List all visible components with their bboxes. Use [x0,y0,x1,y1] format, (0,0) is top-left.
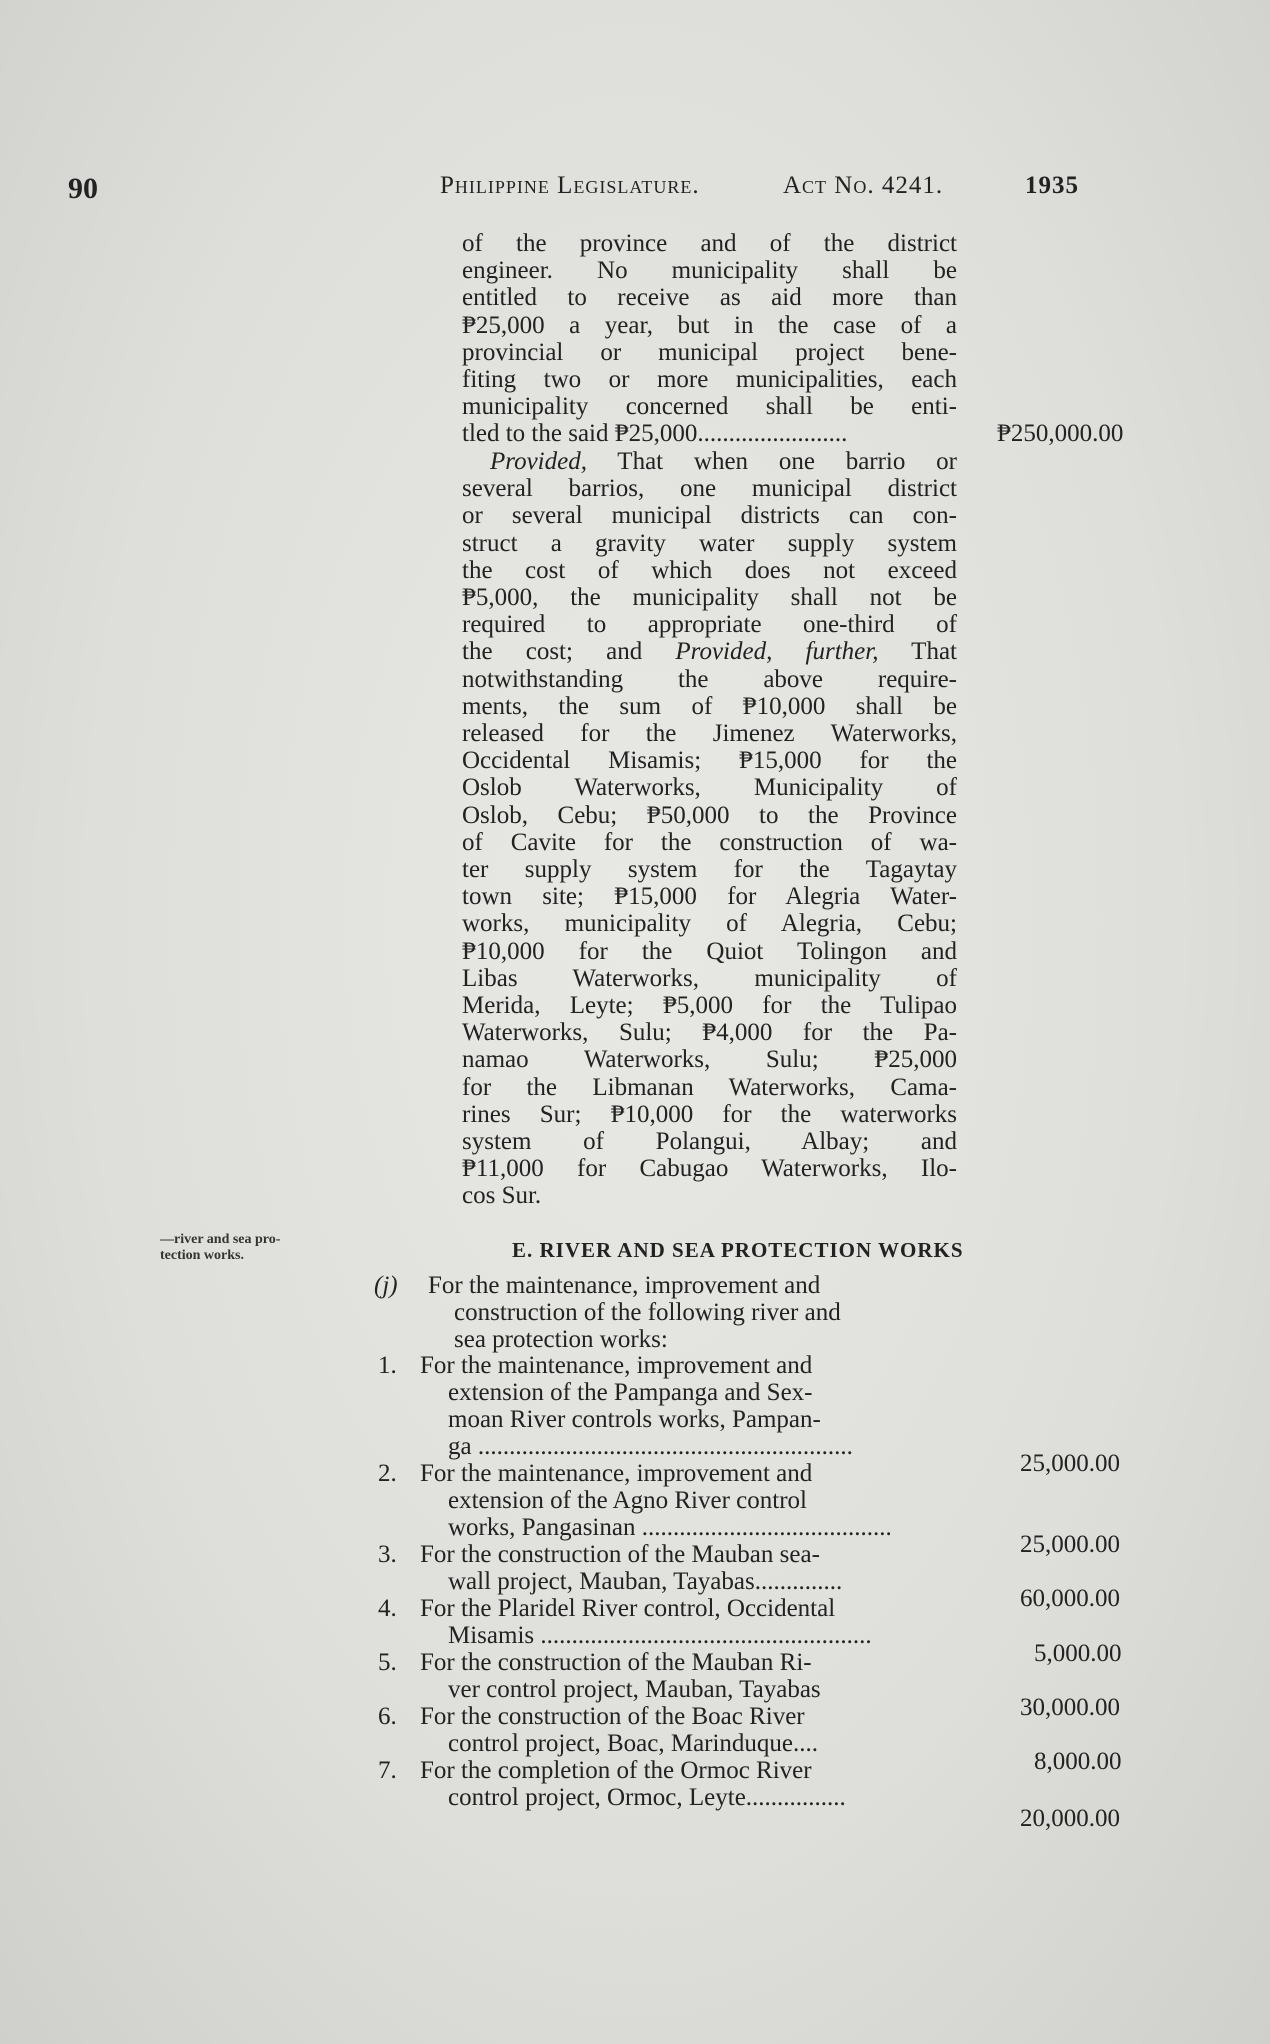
paragraph-line: municipality concerned shall be enti- [462,393,957,421]
proviso-paragraph [462,448,957,1210]
list-item [378,1649,958,1703]
intro-line: construction of the following river and [454,1299,841,1326]
item-number: 5. [378,1649,397,1676]
running-title: Philippine Legislature. [440,172,700,199]
item-line: For the construction of the Boac River [420,1703,805,1730]
proviso-line: or several municipal districts can con- [462,502,957,530]
proviso-line: system of Polangui, Albay; and [462,1128,957,1156]
margin-note-line: —river and sea pro- [160,1232,281,1247]
proviso-line: Libas Waterworks, municipality of [462,964,957,992]
item-line: extension of the Agno River control [448,1487,807,1514]
proviso-line: of Cavite for the construction of wa- [462,828,957,856]
item-line: Misamis ..................................................... [448,1622,872,1649]
proviso-line: Waterworks, Sulu; ₱4,000 for the Pa- [462,1019,957,1047]
item-line: For the construction of the Mauban Ri- [420,1649,812,1676]
paragraph-line: tled to the said ₱25,000........................ [462,420,848,448]
item-amount: 30,000.00 [1020,1694,1120,1721]
section-intro [428,1272,948,1353]
paragraph-line: entitled to receive as aid more than [462,284,957,312]
list-item [378,1541,958,1595]
top-paragraph [462,230,957,448]
paragraph-line: engineer. No municipality shall be [462,257,957,285]
item-amount: 8,000.00 [1034,1748,1122,1775]
proviso-line: namao Waterworks, Sulu; ₱25,000 [462,1046,957,1074]
item-number: 1. [378,1352,397,1379]
paragraph-line: fiting two or more municipalities, each [462,366,957,394]
item-amount: 60,000.00 [1020,1585,1120,1612]
item-line: ga ............................................................ [448,1433,853,1460]
list-item [378,1757,958,1811]
proviso-line: required to appropriate one-third of [462,611,957,639]
item-line: wall project, Mauban, Tayabas.............. [448,1568,843,1595]
item-line: For the maintenance, improvement and [420,1460,813,1487]
item-label-j: (j) [374,1272,398,1299]
item-amount: 20,000.00 [1020,1805,1120,1832]
item-number: 7. [378,1757,397,1784]
proviso-line: released for the Jimenez Waterworks, [462,720,957,748]
margin-note-line: tection works. [160,1248,244,1263]
amount-total: ₱250,000.00 [997,420,1124,447]
item-line: ver control project, Mauban, Tayabas [448,1676,821,1703]
item-number: 6. [378,1703,397,1730]
proviso-line: the cost; and Provided, further, That [462,638,957,666]
page-number: 90 [68,172,98,205]
proviso-line: Merida, Leyte; ₱5,000 for the Tulipao [462,992,957,1020]
proviso-line: cos Sur. [462,1182,542,1210]
item-line: moan River controls works, Pampan- [448,1406,821,1433]
proviso-line: the cost of which does not exceed [462,556,957,584]
item-number: 2. [378,1460,397,1487]
paragraph-line: provincial or municipal project bene- [462,338,957,366]
item-line: control project, Boac, Marinduque.... [448,1730,819,1757]
proviso-line: rines Sur; ₱10,000 for the waterworks [462,1100,957,1128]
section-heading: E. RIVER AND SEA PROTECTION WORKS [512,1238,964,1262]
intro-line: For the maintenance, improvement and [428,1272,821,1299]
item-line: works, Pangasinan ........................................ [448,1514,892,1541]
proviso-line: for the Libmanan Waterworks, Cama- [462,1073,957,1101]
proviso-line: several barrios, one municipal district [462,475,957,503]
margin-note [160,1232,280,1264]
item-amount: 25,000.00 [1020,1531,1120,1558]
item-line: control project, Ormoc, Leyte................ [448,1784,846,1811]
item-line: For the maintenance, improvement and [420,1352,813,1379]
item-number: 4. [378,1595,397,1622]
proviso-line: ₱10,000 for the Quiot Tolingon and [462,937,957,965]
proviso-line: Provided, That when one barrio or [490,448,957,475]
proviso-line: ₱5,000, the municipality shall not be [462,584,957,612]
list-item [378,1703,958,1757]
proviso-line: Oslob, Cebu; ₱50,000 to the Province [462,801,957,829]
proviso-line: Oslob Waterworks, Municipality of [462,774,957,802]
proviso-line: ter supply system for the Tagaytay [462,856,957,884]
item-line: For the completion of the Ormoc River [420,1757,812,1784]
year: 1935 [1025,172,1079,199]
proviso-line: town site; ₱15,000 for Alegria Water- [462,883,957,911]
item-amount: 25,000.00 [1020,1450,1120,1477]
proviso-line: Occidental Misamis; ₱15,000 for the [462,747,957,775]
proviso-line: ₱11,000 for Cabugao Waterworks, Ilo- [462,1155,957,1183]
item-line: For the construction of the Mauban sea- [420,1541,820,1568]
proviso-line: notwithstanding the above require- [462,665,957,693]
item-line: extension of the Pampanga and Sex- [448,1379,813,1406]
list-item [378,1595,958,1649]
list-item [378,1352,958,1460]
proviso-line: struct a gravity water supply system [462,529,957,557]
item-amount: 5,000.00 [1034,1640,1122,1667]
intro-line: sea protection works: [454,1326,668,1353]
protection-works-list [378,1352,958,1811]
act-number: Act No. 4241. [783,172,944,199]
item-line: For the Plaridel River control, Occidental [420,1595,836,1622]
proviso-line: ments, the sum of ₱10,000 shall be [462,692,957,720]
item-number: 3. [378,1541,397,1568]
paragraph-line: ₱25,000 a year, but in the case of a [462,311,957,339]
paragraph-line: of the province and of the district [462,230,957,257]
proviso-line: works, municipality of Alegria, Cebu; [462,910,957,938]
list-item [378,1460,958,1541]
